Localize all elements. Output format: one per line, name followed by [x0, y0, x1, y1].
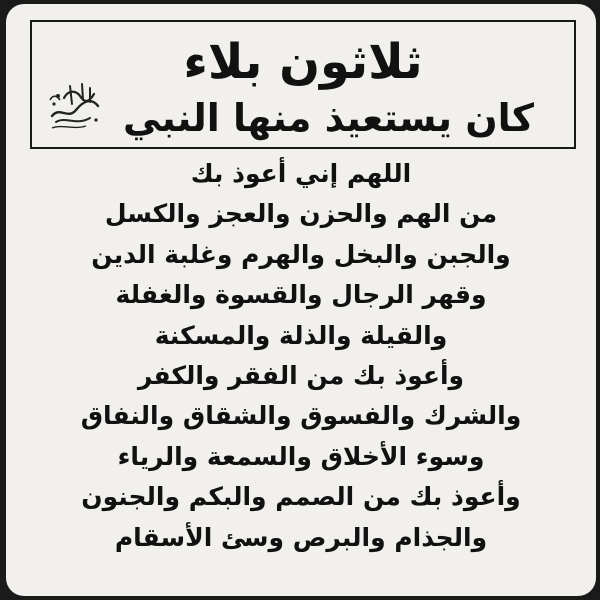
text-line: والقيلة والذلة والمسكنة: [154, 320, 448, 350]
header-box: [30, 20, 576, 149]
text-line: وسوء الأخلاق والسمعة والرياء: [117, 441, 485, 471]
text-line: والجبن والبخل والهرم وغلبة الدين: [91, 239, 511, 269]
text-line: وقهر الرجال والقسوة والغفلة: [115, 280, 487, 310]
page-subtitle: كان يستعيذ منها النبي: [122, 96, 534, 140]
text-line: اللهم إني أعوذ بك: [190, 159, 412, 188]
card: [6, 4, 596, 596]
supplication-text: [26, 154, 576, 558]
text-line: والشرك والفسوق والشقاق والنفاق: [80, 401, 522, 431]
text-line: والجذام والبرص وسئ الأسقام: [114, 522, 488, 552]
text-line: وأعوذ بك من الفقر والكفر: [137, 360, 465, 390]
calligraphy-seal-icon: [46, 76, 104, 134]
text-line: من الهم والحزن والعجز والكسل: [104, 199, 498, 229]
text-line: وأعوذ بك من الصمم والبكم والجنون: [81, 482, 521, 512]
page-title: ثلاثون بلاء: [183, 34, 423, 90]
